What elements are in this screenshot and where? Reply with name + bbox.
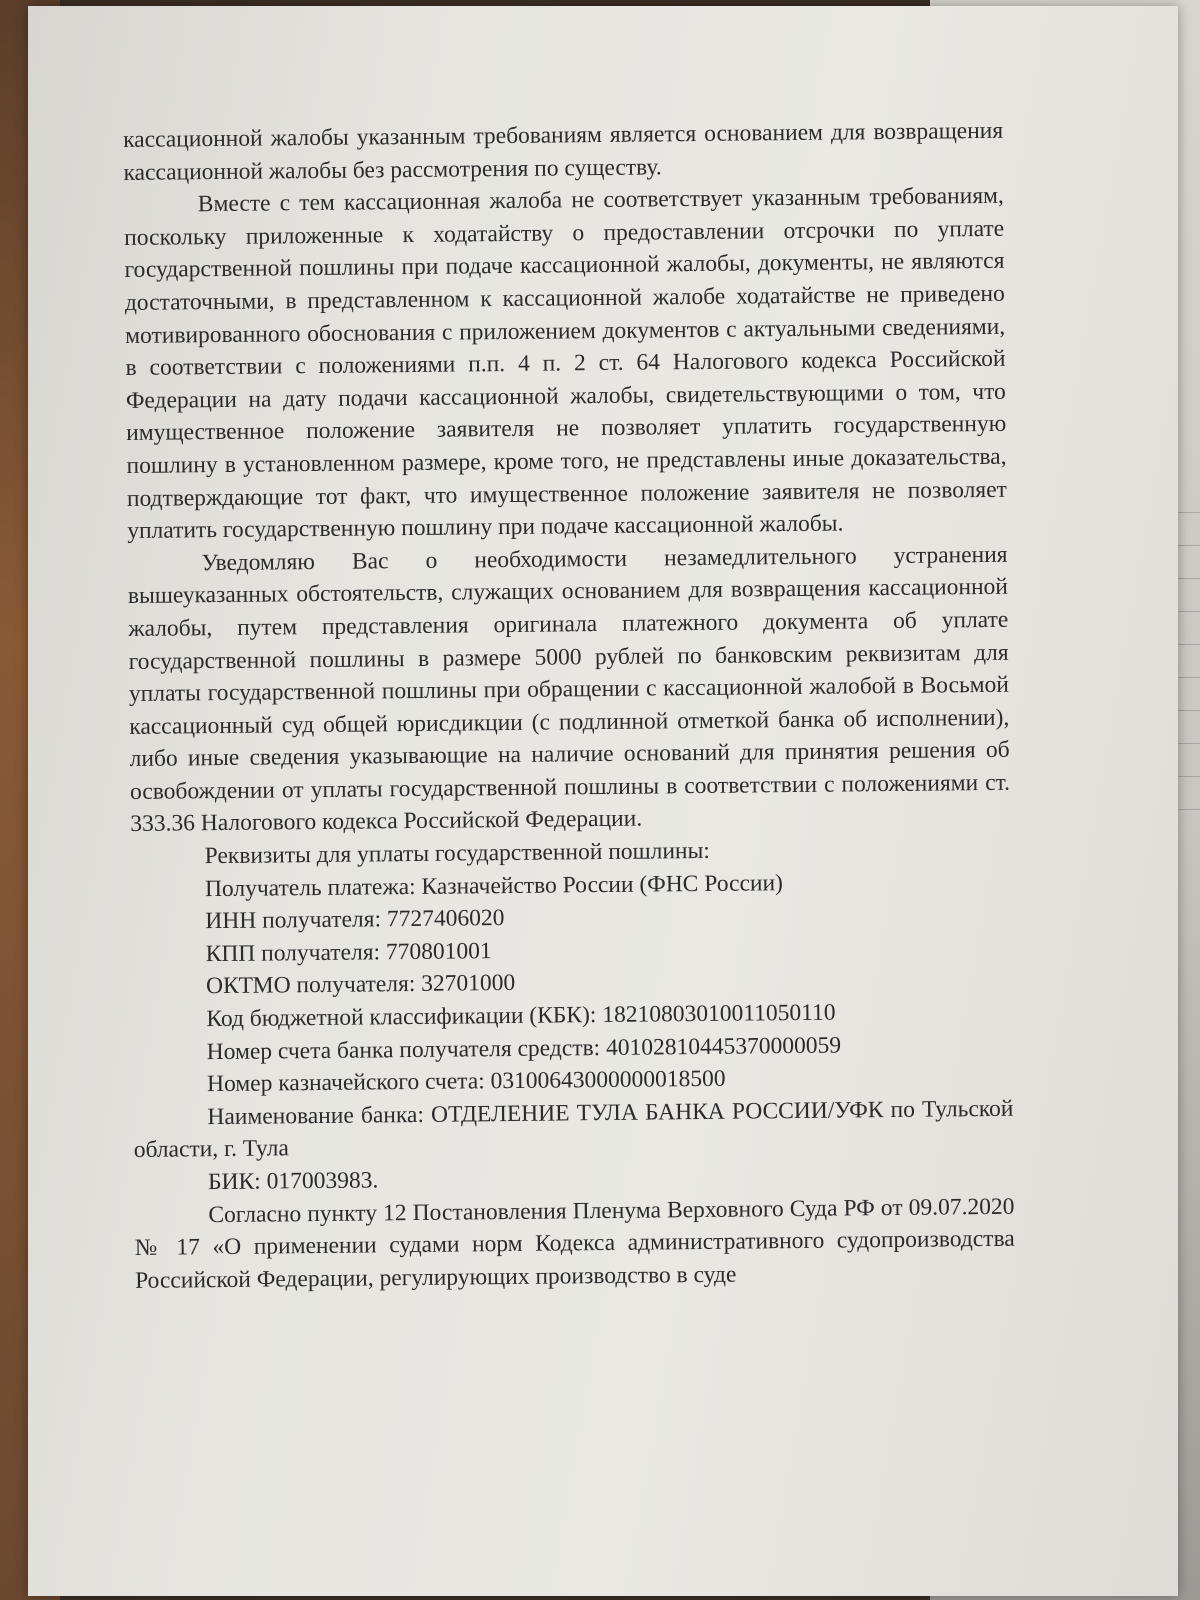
requisites-list	[131, 864, 1014, 1199]
requisite-bank-account: Номер счета банка получателя средств: 40102810445370000059	[206, 1032, 842, 1065]
document-body	[123, 115, 1017, 1504]
requisite-recipient: Получатель платежа: Казначейство России (ФНС России)	[204, 869, 784, 902]
requisites-heading: Реквизиты для уплаты государственной пошлины:	[204, 837, 711, 870]
paragraph-notice-to-remedy: Уведомляю Вас о необходимости незамедлительного устранения вышеуказанных обстоятельств, служащих основанием для возвращения кассационной жалобы, путем представления оригинала платежного документа об уплате государственной пошлины в размере 5000 рублей по банковским реквизитам для уплаты государственной пошлины при обращении с кассационной жалобой в Восьмой кассационный суд общей юрисдикции (с подлинной отметкой банка об исполнении), либо иные сведения указывающие на наличие оснований для принятия решения об освобождении от уплаты государственной пошлины в соответствии с положениями ст. 333.36 Налогового кодекса Российской Федерации.	[127, 541, 1011, 838]
requisite-inn: ИНН получателя: 7727406020	[205, 905, 505, 935]
paragraph-continuation: кассационной жалобы указанным требованиям является основанием для возвращения кассационной жалобы без рассмотрения по существу.	[123, 117, 1004, 186]
requisite-bank-name: Наименование банка: ОТДЕЛЕНИЕ ТУЛА БАНКА РОССИИ/УФК по Тульской области, г. Тула	[133, 1095, 1014, 1164]
requisite-kpp: КПП получателя: 770801001	[205, 938, 492, 968]
requisite-kbk: Код бюджетной классификации (КБК): 18210803010011050110	[206, 999, 836, 1033]
paragraph-insufficient-documents: Вместе с тем кассационная жалоба не соответствует указанным требованиям, поскольку приложенные к ходатайству о предоставлении отсрочки по уплате государственной пошлины при подаче кассационной жалобы, документы, не являются достаточными, в представленном к кассационной жалобе ходатайстве не приведено мотивированного обоснования с приложением документов с актуальными сведениями, в соответствии с положениями п.п. 4 п. 2 ст. 64 Налогового кодекса Российской Федерации на дату подачи кассационной жалобы, свидетельствующими о том, что имущественное положение заявителя не позволяет уплатить государственную пошлину в установленном размере, кроме того, не представлены иные доказательства, подтверждающие тот факт, что имущественное положение заявителя не позволяет уплатить государственную пошлину при подаче кассационной жалобы.	[124, 182, 1008, 545]
document-page	[28, 6, 1178, 1596]
requisite-bik: БИК: 017003983.	[207, 1167, 379, 1196]
requisite-oktmo: ОКТМО получателя: 32701000	[205, 970, 516, 1000]
paragraph-plenum-reference: Согласно пункту 12 Постановления Пленума Верховного Суда РФ от 09.07.2020 № 17 «О применении судами норм Кодекса административного судопроизводства Российской Федерации, регулирующих производство в суде	[134, 1193, 1015, 1294]
requisite-treasury-account: Номер казначейского счета: 03100643000000018500	[206, 1065, 726, 1098]
